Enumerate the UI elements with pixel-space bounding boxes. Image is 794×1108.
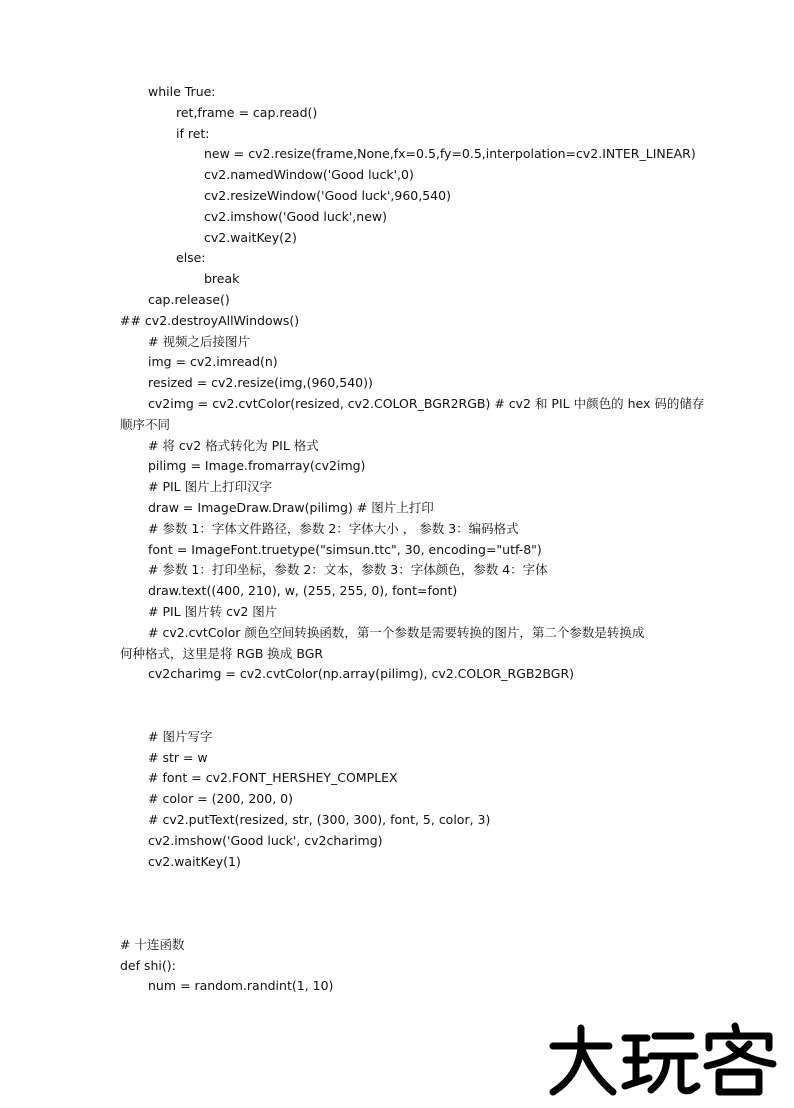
code-line: # 十连函数	[120, 936, 185, 952]
code-line: ## cv2.destroyAllWindows()	[120, 312, 300, 328]
code-line: # 图片写字	[148, 728, 213, 744]
code-line: while True:	[148, 84, 216, 99]
code-line: cap.release()	[148, 292, 230, 307]
code-line: cv2charimg = cv2.cvtColor(np.array(pilimg), cv2.COLOR_RGB2BGR)	[148, 666, 575, 682]
watermark-logo-icon	[545, 1022, 785, 1096]
code-line: cv2.namedWindow('Good luck',0)	[204, 167, 414, 183]
code-line: # cv2.putText(resized, str, (300, 300), font, 5, color, 3)	[148, 812, 491, 827]
code-line: num = random.randint(1, 10)	[148, 978, 334, 994]
code-line: # str = w	[148, 749, 208, 765]
code-line: # font = cv2.FONT_HERSHEY_COMPLEX	[148, 770, 398, 786]
code-line: cv2.waitKey(2)	[204, 229, 297, 245]
code-line: resized = cv2.resize(img,(960,540))	[148, 375, 373, 391]
code-line: else:	[176, 250, 206, 266]
code-line: # 参数 1：打印坐标，参数 2：文本，参数 3：字体颜色，参数 4：字体	[148, 562, 548, 578]
code-line: pilimg = Image.fromarray(cv2img)	[148, 458, 366, 474]
code-line: # PIL 图片转 cv2 图片	[148, 604, 278, 619]
code-line: cv2.imshow('Good luck', cv2charimg)	[148, 832, 383, 848]
code-line: font = ImageFont.truetype("simsun.ttc", 30, encoding="utf-8")	[148, 541, 542, 557]
code-line: cv2img = cv2.cvtColor(resized, cv2.COLOR_BGR2RGB) # cv2 和 PIL 中颜色的 hex 码的储存	[148, 396, 705, 411]
code-line: cv2.waitKey(1)	[148, 853, 241, 869]
code-line: draw = ImageDraw.Draw(pilimg) # 图片上打印	[148, 500, 434, 515]
code-line: def shi():	[120, 957, 176, 973]
code-line: break	[204, 271, 240, 287]
code-line: # PIL 图片上打印汉字	[148, 479, 273, 495]
code-line: # color = (200, 200, 0)	[148, 791, 293, 807]
code-line: if ret:	[176, 125, 210, 141]
code-line: cv2.imshow('Good luck',new)	[204, 208, 387, 224]
code-line: # 将 cv2 格式转化为 PIL 格式	[148, 437, 319, 453]
code-line: cv2.resizeWindow('Good luck',960,540)	[204, 188, 451, 203]
code-line: 顺序不同	[120, 416, 171, 432]
code-line: # cv2.cvtColor 颜色空间转换函数，第一个参数是需要转换的图片，第二个参数是转换成	[148, 624, 645, 640]
code-line: # 参数 1：字体文件路径，参数 2：字体大小 ， 参数 3：编码格式	[148, 520, 519, 536]
code-line: 何种格式，这里是将 RGB 换成 BGR	[120, 645, 324, 661]
code-line: ret,frame = cap.read()	[176, 104, 318, 120]
code-line: new = cv2.resize(frame,None,fx=0.5,fy=0.5,interpolation=cv2.INTER_LINEAR)	[204, 146, 696, 162]
code-line: draw.text((400, 210), w, (255, 255, 0), font=font)	[148, 583, 458, 599]
watermark-logo	[545, 1022, 785, 1096]
code-line: # 视频之后接图片	[148, 333, 250, 349]
code-line: img = cv2.imread(n)	[148, 354, 278, 370]
